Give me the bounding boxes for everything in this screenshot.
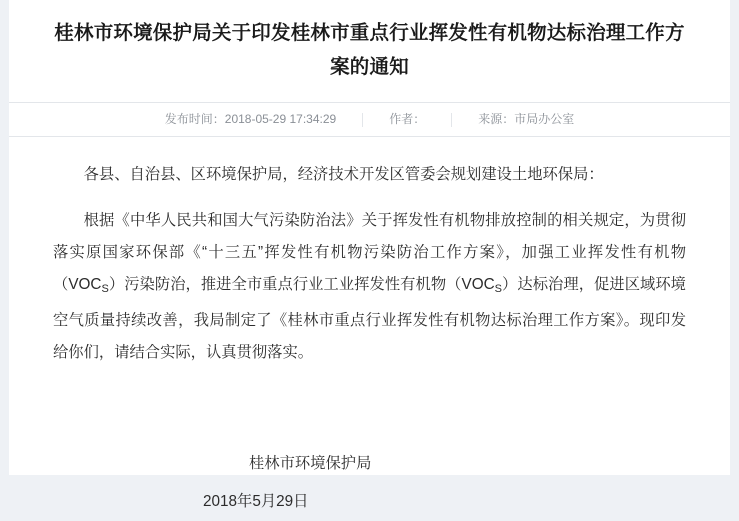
page-margin-bottom xyxy=(0,475,739,483)
source: 来源：市局办公室 xyxy=(478,112,575,126)
body-text-part-2: ）污染防治，推进全市重点行业工业挥发性有机物（VOC xyxy=(108,276,495,293)
document-body xyxy=(9,137,730,521)
page-margin-right xyxy=(730,0,739,483)
page-title: 桂林市环境保护局关于印发桂林市重点行业挥发性有机物达标治理工作方案的通知 xyxy=(54,22,685,78)
signature-date: 2018年5月29日 xyxy=(203,493,309,511)
document-content xyxy=(9,0,730,511)
salutation-paragraph: 各县、自治县、区环境保护局，经济技术开发区管委会规划建设土地环保局： xyxy=(83,166,604,183)
body-text-part-3: ）达标治理，促进区域环境空气质量持续改善，我局制定了《桂林市重点行业挥发性有机物达标治理工作方案》。现印发给你们，请结合实际，认真贯彻落实。 xyxy=(53,276,686,362)
document-meta-bar xyxy=(9,102,730,137)
page-margin-left xyxy=(0,0,9,483)
body-text-part-1: 根据《中华人民共和国大气污染防治法》关于挥发性有机物排放控制的相关规定，为贯彻落实原国家环保部《“十三五”挥发性有机物污染防治工作方案》，加强工业挥发性有机物（VOC xyxy=(53,212,686,293)
signature-organization: 桂林市环境保护局 xyxy=(249,455,372,473)
body-paragraph xyxy=(53,205,686,369)
publish-time: 发布时间：2018-05-29 17:34:29 xyxy=(164,112,337,126)
voc-subscript-2: S xyxy=(494,283,502,296)
voc-subscript-1: S xyxy=(101,283,109,296)
author: 作者： xyxy=(389,112,426,126)
